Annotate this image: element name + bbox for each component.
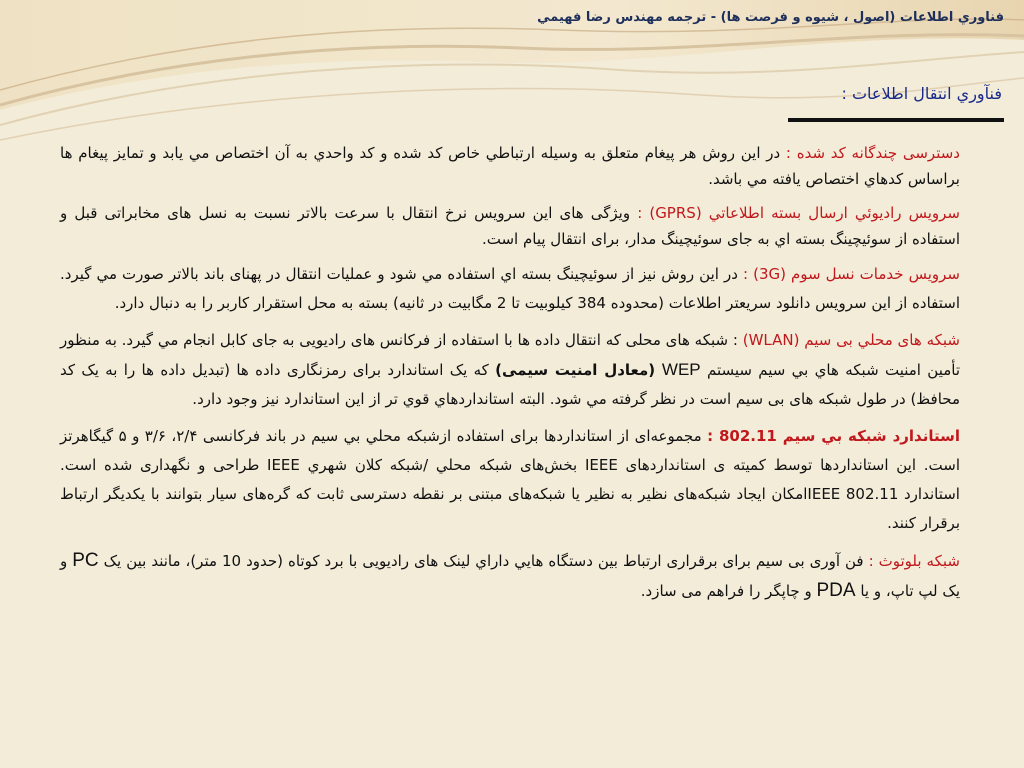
text-cdma: در اين روش هر پيغام متعلق به وسيله ارتباطي خاص کد شده و کد واحدي به آن اختصاص مي يابد و تمايز پيغام ها براساس کدهاي اختصاص يافته مي باشد. (60, 144, 960, 188)
header-title: فناوري اطلاعات (اصول ، شيوه و فرصت ها) - ترجمه مهندس رضا فهيمي (537, 10, 1004, 25)
text-wlan-1: : شبکه های محلی که انتقال داده ها با استفاده از فرکانس های راديويی به جای کابل انجام مي گيرد. به منظور تأمين امنيت شبکه هاي بي سيم سيستم (60, 331, 960, 379)
paragraph-gprs (60, 200, 960, 252)
paragraph-80211 (60, 422, 960, 538)
slide-content (60, 140, 960, 614)
title-underline (788, 118, 1004, 122)
term-cdma: دسترسی چندگانه کد شده : (785, 144, 960, 162)
term-wep: (معادل امنيت سيمی) (495, 361, 662, 379)
term-80211: استاندارد شبکه بي سيم 802.11 : (707, 427, 960, 445)
paragraph-bluetooth (60, 546, 960, 606)
text-3g: در اين روش نيز از سوئيچينگ بسته اي استفاده مي شود و عمليات انتقال در پهنای باند بالاتر صورت مي گيرد. استفاده از اين سرويس دانلود سريعتر اطلاعات (محدوده 384 کيلوبيت تا 2 مگابيت در ثانيه) بسته به محل استقرار کاربر را به دنبال دارد. (60, 265, 960, 312)
text-wlan-2: که يک استاندارد برای رمزنگاری داده ها (تبديل داده ها را به يک کد محافظ) در طول شبکه های بی سيم است در نظر گرفته مي شود. البته استانداردهاي قوي تر از اين استاندارد نيز وجود دارد. (60, 361, 960, 408)
paragraph-wlan (60, 326, 960, 414)
text-bluetooth-2: و يک لپ تاپ، و يا (60, 552, 960, 600)
paragraph-3g (60, 260, 960, 318)
text-pc: PC (72, 550, 99, 571)
term-wlan: شبکه های محلي بی سيم (WLAN) (742, 331, 960, 349)
paragraph-cdma (60, 140, 960, 192)
slide-title: فنآوري انتقال اطلاعات : (841, 84, 1002, 103)
text-wep: WEP (661, 360, 701, 379)
text-80211: مجموعه‌ای از استانداردها برای استفاده ازشبکه محلي بي سيم در باند فرکانسی ۲/۴، ۳/۶ و ۵ گيگاهرتز است. اين استانداردها توسط کميته ی استانداردهای IEEE بخش‌های شبکه محلي /شبکه کلان شهري IEEE طراحی و نگهداری شده است. استاندارد IEEE 802.11امکان ايجاد شبکه‌های نظير به نظير يا شبکه‌های مبتنی بر نقطه دسترسی ثابت که گره‌های سيار بتوانند با يکديگر ارتباط برقرار کنند. (60, 427, 960, 532)
text-bluetooth-1: فن آوری بی سيم برای برقراری ارتباط بين دستگاه هايي داراي لينک های راديويی با برد کوتاه (حدود 10 متر)، مانند بين يک (98, 552, 869, 570)
text-bluetooth-3: و چاپگر را فراهم می سازد. (640, 582, 817, 600)
term-3g: سرويس خدمات نسل سوم (3G) : (742, 265, 960, 283)
term-gprs: سرويس راديوئي ارسال بسته اطلاعاتي (GPRS) : (637, 204, 960, 222)
term-bluetooth: شبکه بلوتوث : (868, 552, 960, 570)
text-pda: PDA (816, 580, 856, 601)
text-gprs: ويژگی های اين سرويس نرخ انتقال با سرعت بالاتر نسبت به نسل های مخابراتی قبل و استفاده از سوئيچينگ بسته اي به جای سوئيچينگ مدار، برای انتقال پيام است. (60, 204, 960, 248)
